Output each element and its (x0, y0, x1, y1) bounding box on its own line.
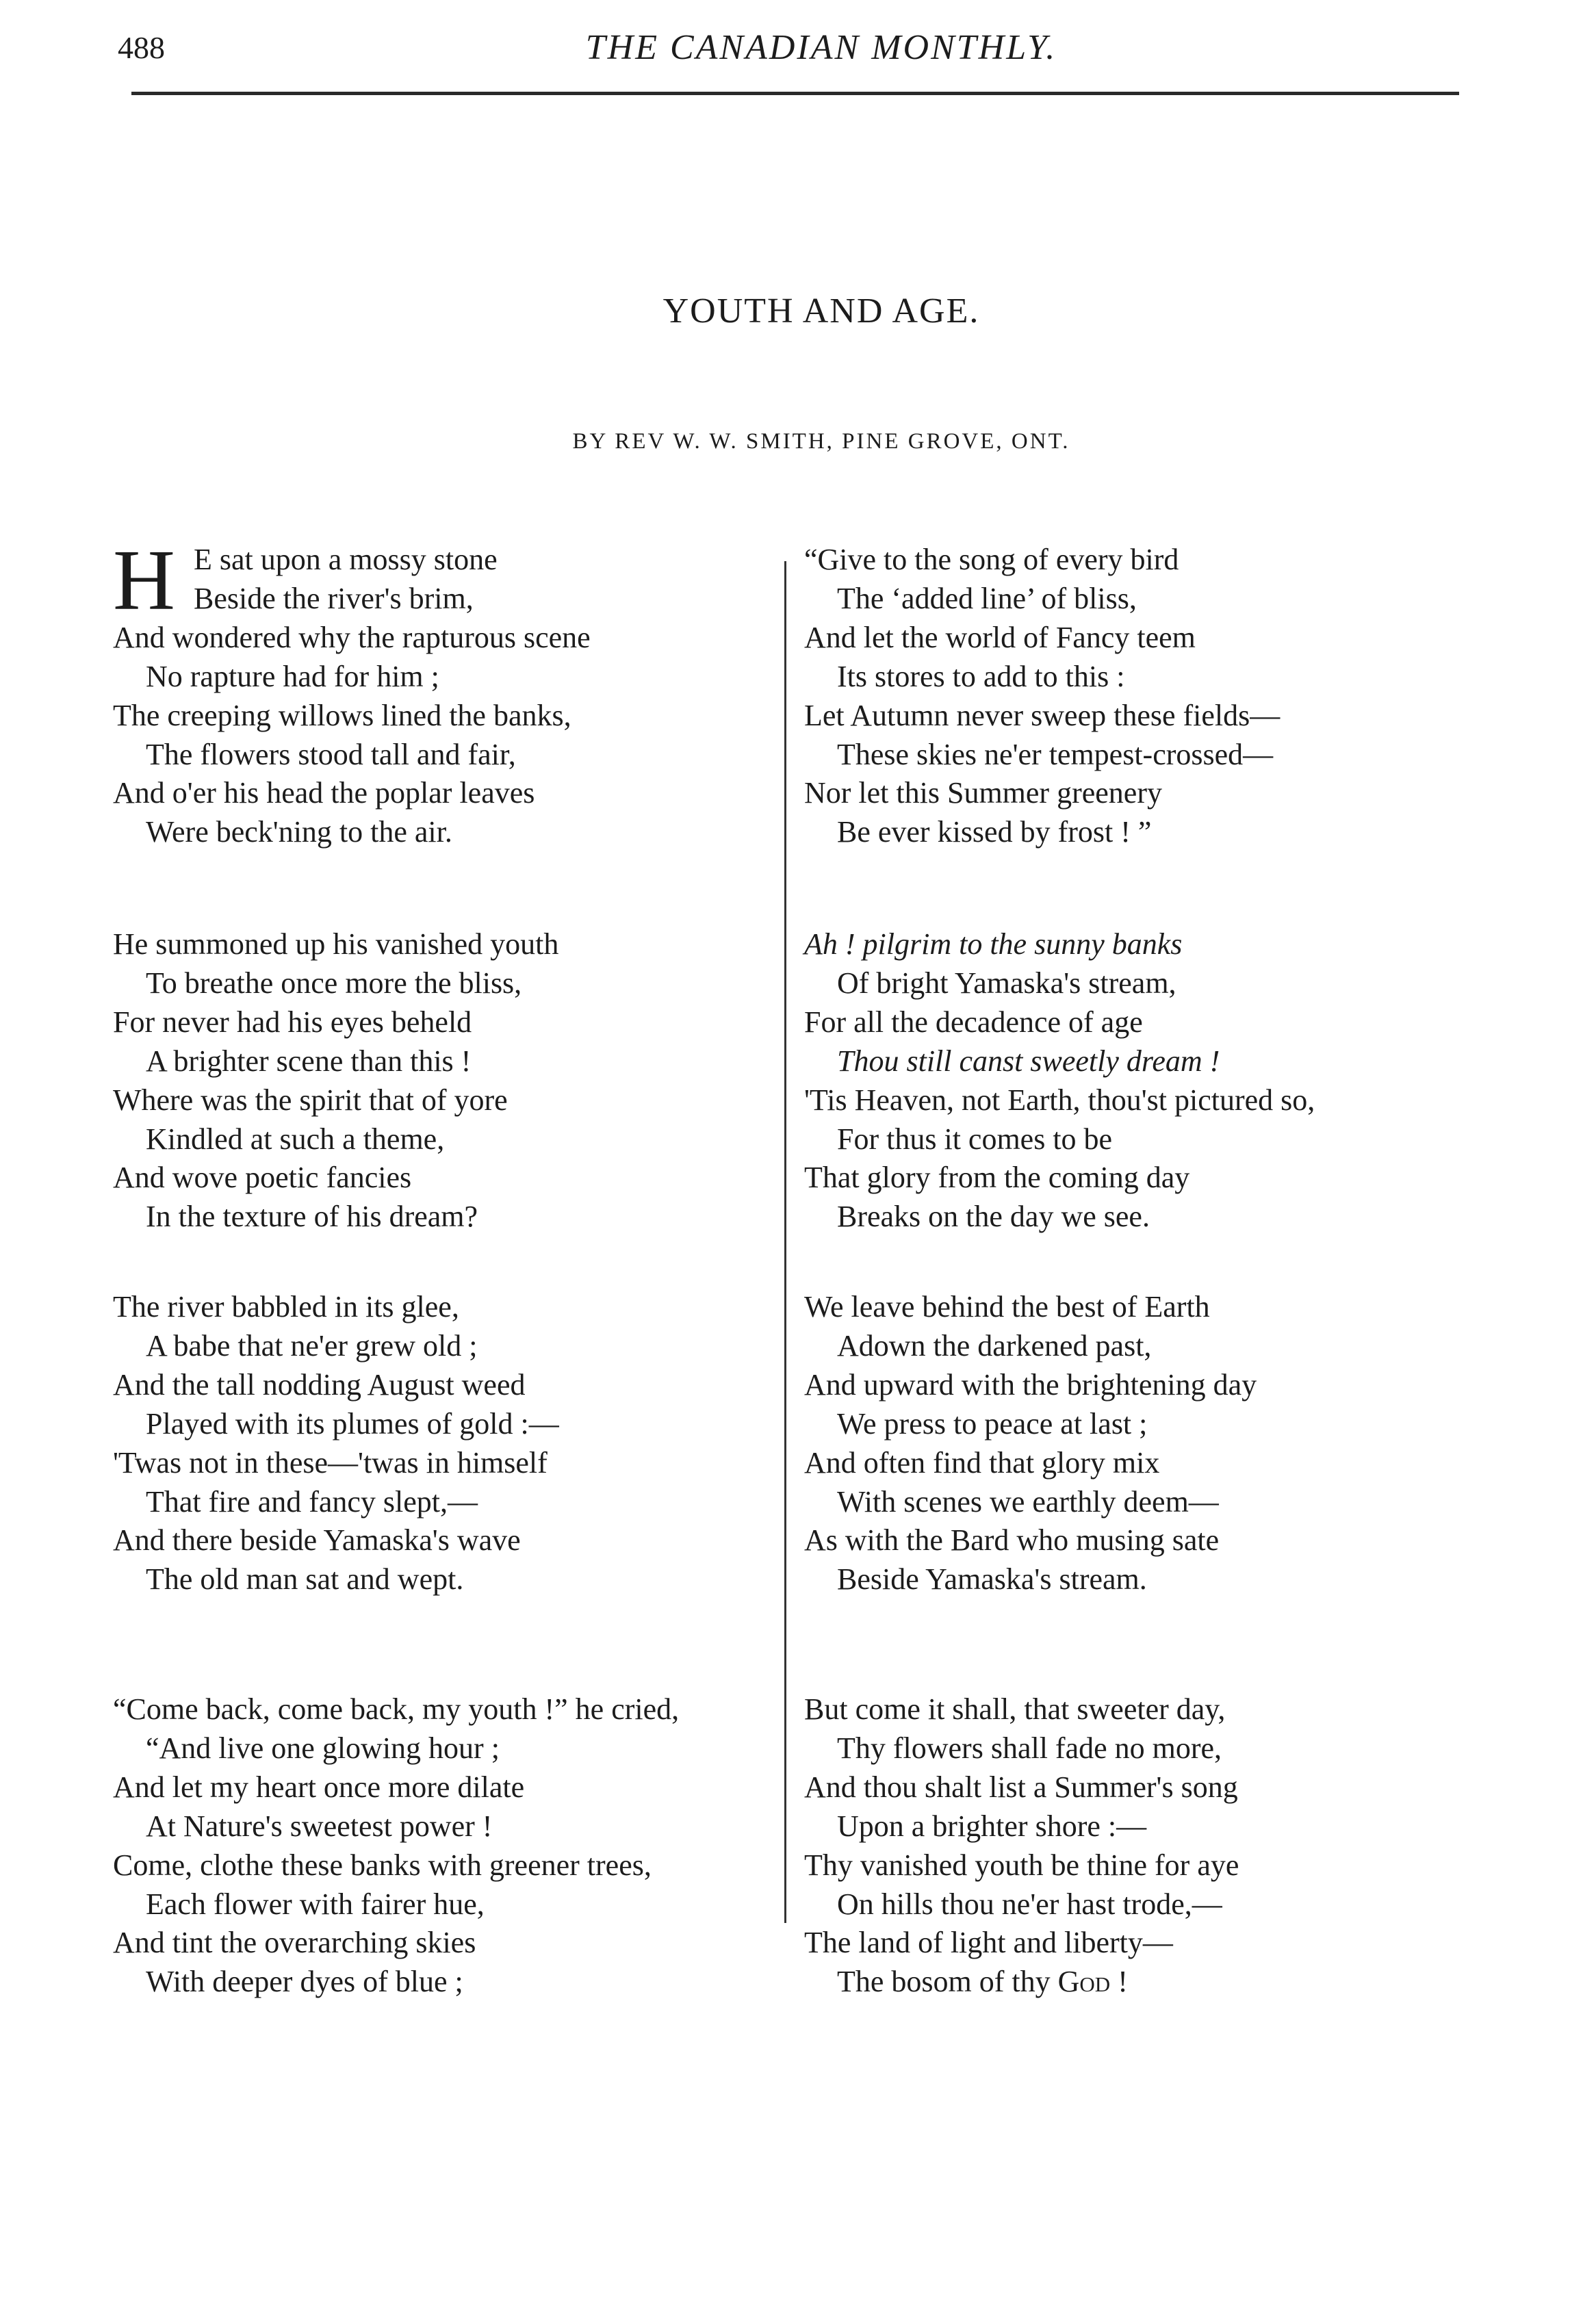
god-small-caps: God (1057, 1965, 1111, 1999)
verse-line: “Come back, come back, my youth !” he cried, (113, 1692, 680, 1726)
poem-title: YOUTH AND AGE. (662, 292, 980, 331)
verse-line-text: The bosom of thy (837, 1965, 1051, 1999)
verse-line: For never had his eyes beheld (113, 1005, 472, 1039)
stanza-7 (804, 1288, 1516, 1599)
verse-line: On hills thou ne'er hast trode,— (837, 1887, 1222, 1921)
verse-line: And the tall nodding August weed (113, 1367, 526, 1402)
header-rule (131, 92, 1459, 95)
verse-line: And often find that glory mix (804, 1445, 1160, 1480)
verse-line: The ‘added line’ of bliss, (837, 581, 1137, 615)
verse-line: And thou shalt list a Summer's song (804, 1770, 1238, 1804)
verse-line: Breaks on the day we see. (837, 1200, 1150, 1234)
verse-line: And tint the overarching skies (113, 1926, 476, 1960)
verse-line: We press to peace at last ; (837, 1406, 1148, 1441)
verse-line: For thus it comes to be (837, 1122, 1113, 1156)
verse-line: “Give to the song of every bird (804, 543, 1179, 576)
verse-line: The land of light and liberty— (804, 1926, 1173, 1960)
verse-line: The flowers stood tall and fair, (146, 737, 516, 771)
verse-line: Kindled at such a theme, (146, 1122, 445, 1156)
verse-line: And o'er his head the poplar leaves (113, 776, 535, 810)
verse-line: But come it shall, that sweeter day, (804, 1692, 1226, 1726)
verse-line: And let the world of Fancy teem (804, 620, 1196, 654)
verse-line: Be ever kissed by frost ! ” (837, 815, 1152, 849)
verse-line: For all the decadence of age (804, 1005, 1143, 1039)
verse-line: Thy vanished youth be thine for aye (804, 1848, 1239, 1882)
verse-line: 'Twas not in these—'twas in himself (113, 1445, 548, 1480)
verse-line: With deeper dyes of blue ; (146, 1965, 463, 1999)
verse-line: The river babbled in its glee, (113, 1290, 459, 1324)
stanza-6 (804, 925, 1516, 1237)
verse-line: Thou still canst sweetly dream ! (837, 1044, 1220, 1078)
verse-line: Its stores to add to this : (837, 659, 1125, 693)
verse-line: And there beside Yamaska's wave (113, 1523, 521, 1558)
stanza-5 (804, 541, 1516, 852)
verse-line: Each flower with fairer hue, (146, 1887, 485, 1921)
verse-line: 'Tis Heaven, not Earth, thou'st pictured so, (804, 1083, 1315, 1117)
stanza-4 (113, 1690, 784, 2002)
stanza-1 (113, 533, 784, 852)
column-divider (784, 561, 786, 1923)
verse-line: That fire and fancy slept,— (146, 1484, 478, 1519)
verse-line: Come, clothe these banks with greener trees, (113, 1848, 652, 1882)
drop-cap: H (113, 533, 175, 628)
verse-line: That glory from the coming day (804, 1161, 1190, 1195)
verse-line: Beside Yamaska's stream. (837, 1562, 1147, 1597)
verse-line: E sat upon a mossy stone (194, 543, 498, 576)
verse-line: Let Autumn never sweep these fields— (804, 698, 1281, 732)
verse-line: And wove poetic fancies (113, 1161, 412, 1195)
verse-line: Thy flowers shall fade no more, (837, 1731, 1222, 1765)
verse-line: He summoned up his vanished youth (113, 927, 559, 961)
poem-byline: BY REV W. W. SMITH, PINE GROVE, ONT. (572, 429, 1070, 454)
verse-line: In the texture of his dream? (146, 1200, 478, 1234)
verse-line: As with the Bard who musing sate (804, 1523, 1220, 1558)
verse-line: “And live one glowing hour ; (146, 1731, 500, 1765)
verse-line: Upon a brighter shore :— (837, 1809, 1147, 1843)
verse-line: Where was the spirit that of yore (113, 1083, 508, 1117)
verse-line: At Nature's sweetest power ! (146, 1809, 493, 1843)
verse-line: A brighter scene than this ! (146, 1044, 472, 1078)
verse-line: These skies ne'er tempest-crossed— (837, 737, 1274, 771)
verse-line: The creeping willows lined the banks, (113, 698, 571, 732)
verse-line: And let my heart once more dilate (113, 1770, 525, 1804)
verse-line: We leave behind the best of Earth (804, 1290, 1210, 1324)
verse-line: Played with its plumes of gold :— (146, 1406, 559, 1441)
verse-line-end: ! (1110, 1965, 1128, 1999)
stanza-8 (804, 1690, 1516, 2002)
stanza-2 (113, 925, 784, 1237)
verse-line: Ah ! pilgrim to the sunny banks (804, 927, 1183, 961)
verse-line: Of bright Yamaska's stream, (837, 966, 1176, 1000)
verse-line: And wondered why the rapturous scene (113, 620, 591, 654)
verse-line: The old man sat and wept. (146, 1562, 464, 1597)
verse-line (804, 1963, 1516, 2002)
running-head: THE CANADIAN MONTHLY. (585, 28, 1057, 67)
stanza-3 (113, 1288, 784, 1599)
verse-line: And upward with the brightening day (804, 1367, 1257, 1402)
verse-line: To breathe once more the bliss, (146, 966, 522, 1000)
verse-line: With scenes we earthly deem— (837, 1484, 1219, 1519)
verse-line: Nor let this Summer greenery (804, 776, 1162, 810)
verse-line: Were beck'ning to the air. (146, 815, 452, 849)
verse-line: Beside the river's brim, (194, 581, 474, 615)
verse-line: A babe that ne'er grew old ; (146, 1328, 478, 1363)
page-number: 488 (118, 30, 165, 65)
verse-line: No rapture had for him ; (146, 659, 439, 693)
verse-line: Adown the darkened past, (837, 1328, 1152, 1363)
